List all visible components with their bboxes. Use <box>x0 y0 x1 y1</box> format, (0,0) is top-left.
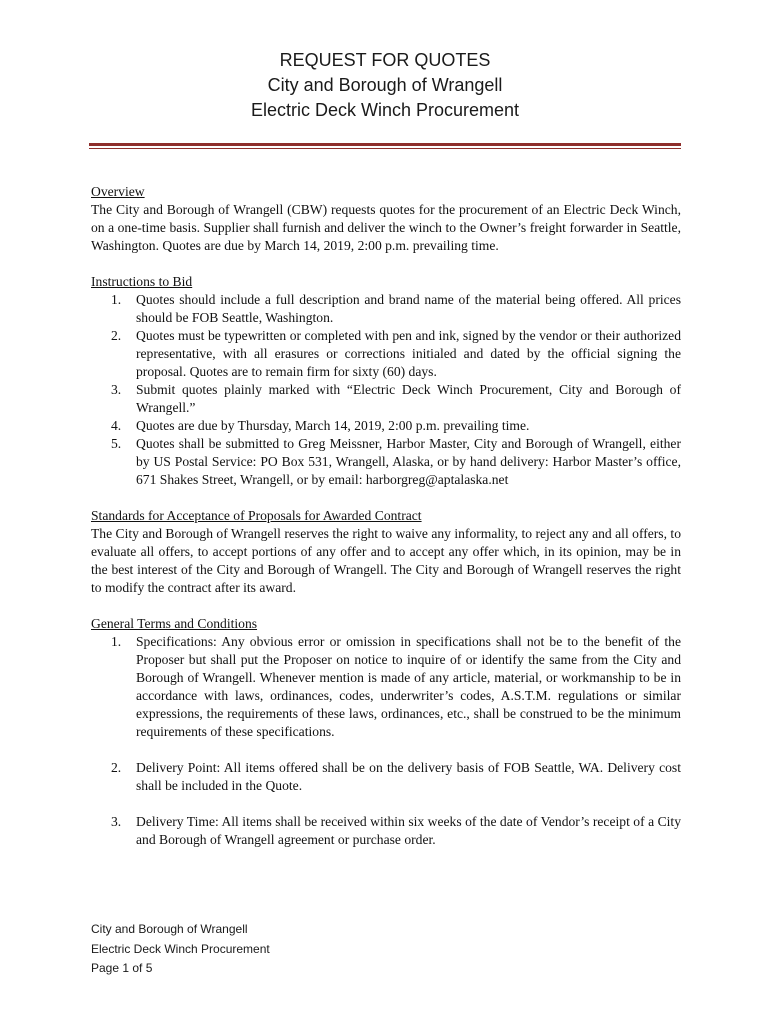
overview-text: The City and Borough of Wrangell (CBW) requests quotes for the procurement of an Electric Deck Winch, on a one-time basis. Supplier shall furnish and deliver the winch to the Owner’s freight forwarder in Seattle, Washington. Quotes are due by March 14, 2019, 2:00 p.m. prevailing time. <box>91 202 681 253</box>
item-number: 2. <box>111 328 122 343</box>
item-number: 4. <box>111 418 122 433</box>
page-footer <box>91 920 270 979</box>
header-divider-thin <box>89 148 681 149</box>
item-number: 1. <box>111 292 122 307</box>
title-line-2: City and Borough of Wrangell <box>267 75 503 95</box>
standards-text: The City and Borough of Wrangell reserves the right to waive any informality, to reject any and all offers, to evaluate all offers, to accept portions of any offer and to accept any offer which, in its opinion, may be in the best interest of the City and Borough of Wrangell. The City and Borough of Wrangell reserves the right to modify the contract after its award. <box>91 526 681 595</box>
item-number: 3. <box>111 382 122 397</box>
item-text: Delivery Point: All items offered shall be on the delivery basis of FOB Seattle, WA. Delivery cost shall be included in the Quote. <box>136 760 681 793</box>
document-body <box>91 183 681 867</box>
title-line-1: REQUEST FOR QUOTES <box>279 50 491 70</box>
general-terms-heading: General Terms and Conditions <box>91 616 258 631</box>
item-text: Quotes should include a full description and brand name of the material being offered. All prices should be FOB Seattle, Washington. <box>136 292 681 325</box>
general-terms-list <box>91 633 681 849</box>
page-number: Page 1 of 5 <box>91 961 153 975</box>
item-number: 2. <box>111 760 122 775</box>
list-item <box>91 813 681 849</box>
list-item <box>91 435 681 489</box>
item-text: Quotes shall be submitted to Greg Meissner, Harbor Master, City and Borough of Wrangell, either by US Postal Service: PO Box 531, Wrangell, Alaska, or by hand delivery: Harbor Master’s office, 671 Shakes Street, Wrangell, or by email: harborgreg@aptalaska.net <box>136 436 681 487</box>
list-item <box>91 291 681 327</box>
footer-line-2: Electric Deck Winch Procurement <box>91 941 270 956</box>
instructions-section <box>91 273 681 489</box>
item-number: 5. <box>111 436 122 451</box>
item-text: Quotes are due by Thursday, March 14, 2019, 2:00 p.m. prevailing time. <box>136 418 530 433</box>
item-text: Quotes must be typewritten or completed with pen and ink, signed by the vendor or their authorized representative, with all erasures or corrections initialed and dated by the official signing the proposal. Quotes are to remain firm for sixty (60) days. <box>136 328 681 379</box>
list-item <box>91 381 681 417</box>
general-terms-section <box>91 615 681 849</box>
item-number: 1. <box>111 634 122 649</box>
instructions-heading: Instructions to Bid <box>91 274 193 289</box>
list-item <box>91 417 681 435</box>
document-title <box>0 48 770 123</box>
list-item <box>91 759 681 795</box>
item-text: Delivery Time: All items shall be received within six weeks of the date of Vendor’s receipt of a City and Borough of Wrangell agreement or purchase order. <box>136 814 681 847</box>
item-text: Specifications: Any obvious error or omission in specifications shall not be to the benefit of the Proposer but shall put the Proposer on notice to inquire of or identify the same from the City and Borough of Wrangell. Whenever mention is made of any article, material, or workmanship to be in accordance with laws, ordinances, codes, underwriter’s codes, A.S.T.M. regulations or similar expressions, the requirements of these laws, ordinances, etc., shall be construed to be the minimum requirements of these specifications. <box>136 634 681 739</box>
standards-section <box>91 507 681 597</box>
item-number: 3. <box>111 814 122 829</box>
footer-line-1: City and Borough of Wrangell <box>91 922 248 936</box>
header-divider-thick <box>89 143 681 146</box>
title-line-3: Electric Deck Winch Procurement <box>250 100 520 120</box>
list-item <box>91 327 681 381</box>
overview-section <box>91 183 681 255</box>
standards-heading: Standards for Acceptance of Proposals for Awarded Contract <box>91 508 422 523</box>
list-item <box>91 633 681 741</box>
item-text: Submit quotes plainly marked with “Electric Deck Winch Procurement, City and Borough of Wrangell.” <box>136 382 681 415</box>
overview-heading: Overview <box>91 184 145 199</box>
instructions-list <box>91 291 681 489</box>
